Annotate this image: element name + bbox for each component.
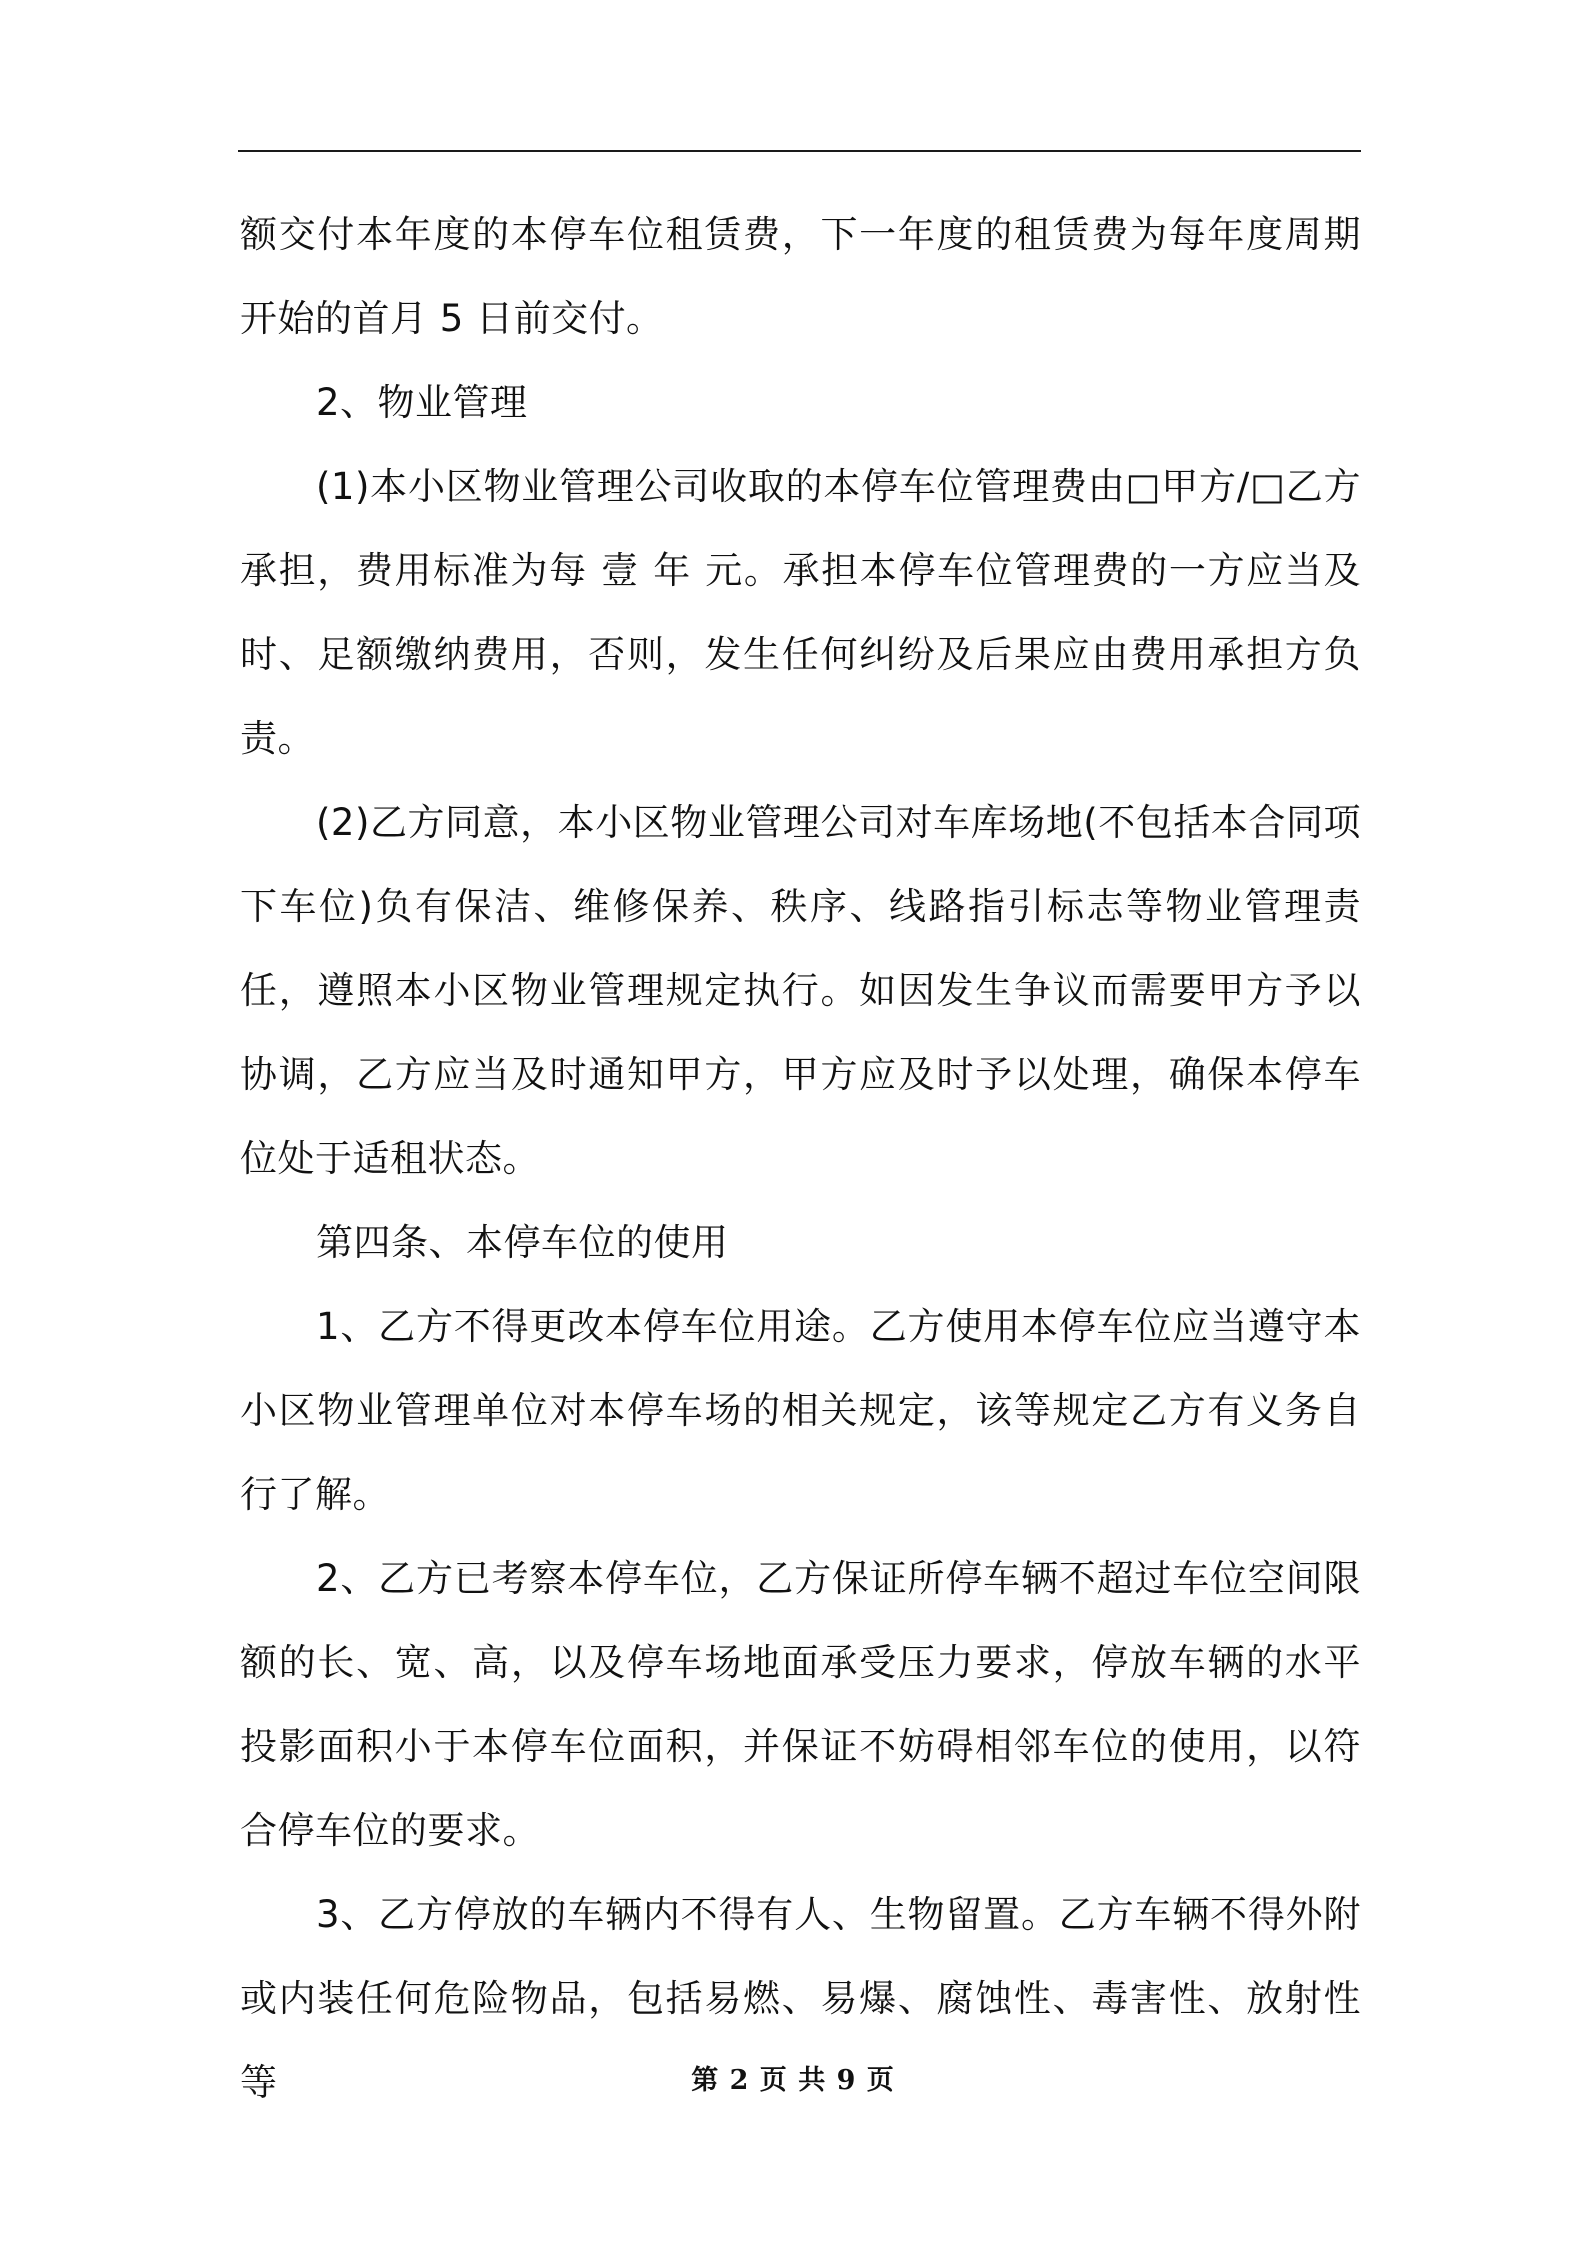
paragraph: (1)本小区物业管理公司收取的本停车位管理费由□甲方/□乙方承担，费用标准为每 壹 年 元。承担本停车位管理费的一方应当及时、足额缴纳费用，否则，发生任何纠纷及后果应由费用承担方负责。: [240, 465, 1361, 760]
section-heading-property-management: 2、物业管理: [316, 381, 528, 424]
document-body: [240, 193, 1361, 2125]
article-heading-4: 第四条、本停车位的使用: [316, 1221, 729, 1264]
paragraph: 3、乙方停放的车辆内不得有人、生物留置。乙方车辆不得外附或内装任何危险物品，包括易燃、易爆、腐蚀性、毒害性、放射性等: [240, 1893, 1361, 2104]
paragraph: 1、乙方不得更改本停车位用途。乙方使用本停车位应当遵守本小区物业管理单位对本停车场的相关规定，该等规定乙方有义务自行了解。: [240, 1305, 1361, 1516]
paragraph: (2)乙方同意，本小区物业管理公司对车库场地(不包括本合同项下车位)负有保洁、维修保养、秩序、线路指引标志等物业管理责任，遵照本小区物业管理规定执行。如因发生争议而需要甲方予以协调，乙方应当及时通知甲方，甲方应及时予以处理，确保本停车位处于适租状态。: [240, 801, 1361, 1180]
paragraph: 2、乙方已考察本停车位，乙方保证所停车辆不超过车位空间限额的长、宽、高，以及停车场地面承受压力要求，停放车辆的水平投影面积小于本停车位面积，并保证不妨碍相邻车位的使用，以符合停车位的要求。: [240, 1557, 1361, 1852]
paragraph: 额交付本年度的本停车位租赁费，下一年度的租赁费为每年度周期开始的首月 5 日前交付。: [240, 213, 1361, 340]
header-divider: [238, 150, 1361, 152]
page-number-footer: 第 2 页 共 9 页: [691, 2065, 895, 2096]
